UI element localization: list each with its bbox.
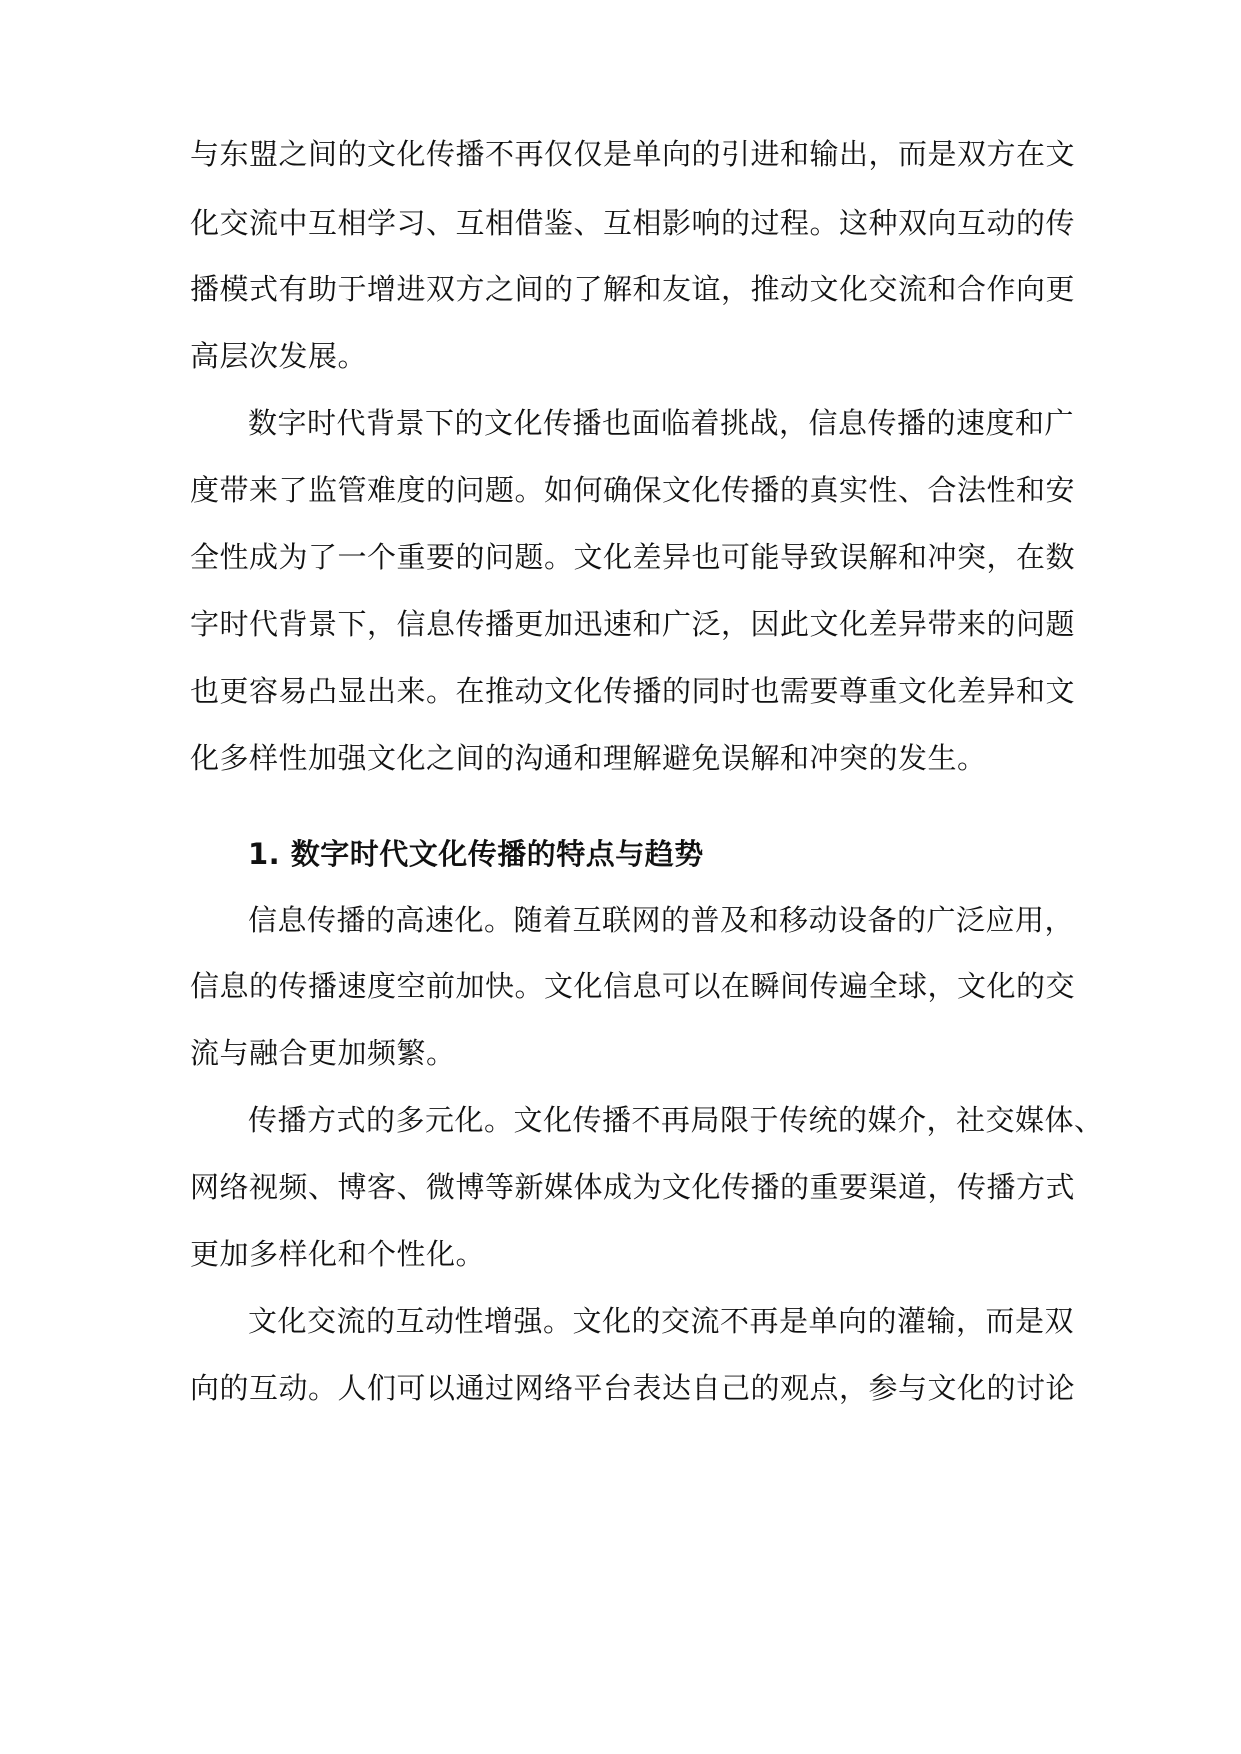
text-line: 信息传播的高速化。随着互联网的普及和移动设备的广泛应用， bbox=[248, 903, 1075, 937]
text-line: 全性成为了一个重要的问题。文化差异也可能导致误解和冲突，在数 bbox=[190, 540, 1076, 574]
section-heading: 1. 数字时代文化传播的特点与趋势 bbox=[248, 837, 704, 871]
text-line: 文化交流的互动性增强。文化的交流不再是单向的灌输，而是双 bbox=[248, 1304, 1075, 1338]
text-line: 化交流中互相学习、互相借鉴、互相影响的过程。这种双向互动的传 bbox=[190, 206, 1076, 240]
text-line: 更加多样化和个性化。 bbox=[190, 1237, 486, 1271]
text-line: 向的互动。人们可以通过网络平台表达自己的观点，参与文化的讨论 bbox=[190, 1371, 1076, 1405]
text-line: 网络视频、博客、微博等新媒体成为文化传播的重要渠道，传播方式 bbox=[190, 1170, 1076, 1204]
text-line: 数字时代背景下的文化传播也面临着挑战，信息传播的速度和广 bbox=[248, 406, 1075, 440]
text-line: 度带来了监管难度的问题。如何确保文化传播的真实性、合法性和安 bbox=[190, 473, 1076, 507]
text-line: 信息的传播速度空前加快。文化信息可以在瞬间传遍全球，文化的交 bbox=[190, 969, 1076, 1003]
text-line: 化多样性加强文化之间的沟通和理解避免误解和冲突的发生。 bbox=[190, 741, 987, 775]
text-line: 传播方式的多元化。文化传播不再局限于传统的媒介，社交媒体、 bbox=[248, 1103, 1104, 1137]
text-line: 字时代背景下，信息传播更加迅速和广泛，因此文化差异带来的问题 bbox=[190, 607, 1076, 641]
text-line: 高层次发展。 bbox=[190, 339, 368, 373]
text-line: 与东盟之间的文化传播不再仅仅是单向的引进和输出，而是双方在文 bbox=[190, 137, 1076, 171]
text-line: 也更容易凸显出来。在推动文化传播的同时也需要尊重文化差异和文 bbox=[190, 674, 1076, 708]
text-line: 流与融合更加频繁。 bbox=[190, 1036, 456, 1070]
text-line: 播模式有助于增进双方之间的了解和友谊，推动文化交流和合作向更 bbox=[190, 272, 1076, 306]
